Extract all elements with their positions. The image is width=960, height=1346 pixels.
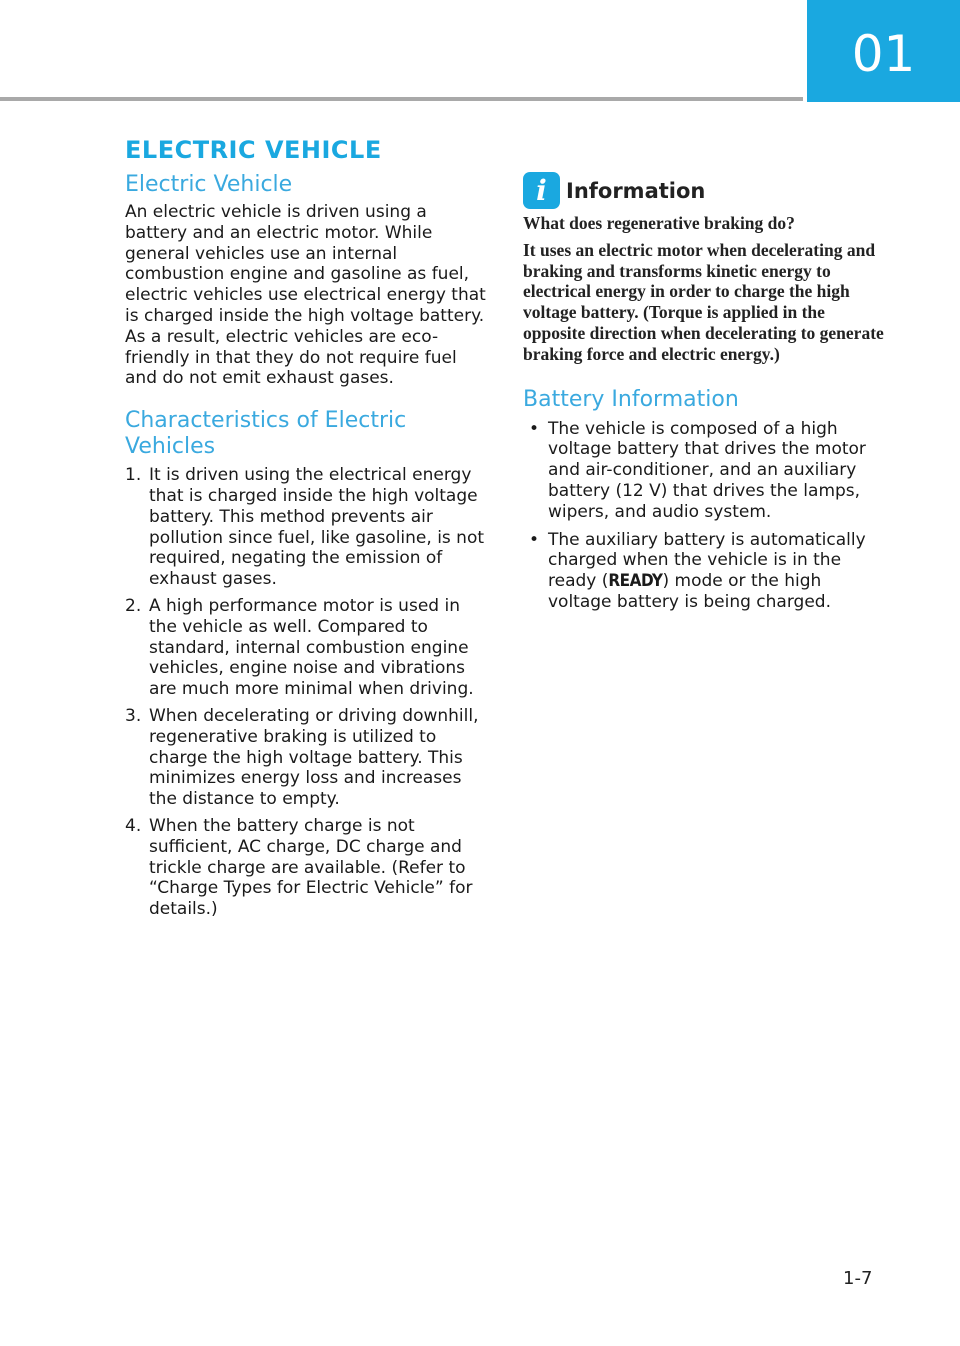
chapter-tab: 01 [807, 0, 960, 102]
list-item [523, 530, 888, 613]
battery-information-heading: Battery Information [523, 386, 739, 412]
bullet-text-post: ) mode or the high voltage battery is being charged. [548, 571, 831, 612]
item-number: 2. [125, 595, 142, 616]
list-item [523, 419, 888, 523]
section-title: ELECTRIC VEHICLE [125, 136, 382, 164]
electric-vehicle-heading: Electric Vehicle [125, 172, 293, 197]
list-item [125, 465, 490, 590]
list-item [125, 596, 490, 700]
characteristics-list [125, 465, 490, 920]
item-number: 3. [125, 705, 142, 726]
left-column [125, 172, 490, 926]
item-number: 1. [125, 465, 142, 486]
information-header [523, 172, 888, 209]
list-item [125, 816, 490, 920]
electric-vehicle-body: An electric vehicle is driven using a battery and an electric motor. While general vehicles use an internal combustion engine and gasoline as fuel, electric vehicles use electrical energy that is charged inside the high voltage battery. As a result, electric vehicles are eco-friendly in that they do not require fuel and do not emit exhaust gases. [125, 202, 486, 389]
item-text: When decelerating or driving downhill, regenerative braking is utilized to charge the high voltage battery. This minimizes energy loss and increases the distance to empty. [149, 705, 479, 810]
information-title: Information [566, 178, 706, 203]
characteristics-heading: Characteristics of Electric Vehicles [125, 408, 407, 460]
bullet-text-pre: The auxiliary battery is automatically charged when the vehicle is in the ready ( [548, 529, 866, 592]
list-item [125, 706, 490, 810]
page-number: 1-7 [843, 1268, 873, 1289]
right-column [523, 172, 888, 620]
item-text: When the battery charge is not sufficient, AC charge, DC charge and trickle charge are available. (Refer to “Charge Types for Electric Vehicle” for details.) [149, 815, 473, 920]
ready-indicator-badge: READY [608, 571, 663, 592]
battery-bullet-list [523, 419, 888, 613]
item-text: A high performance motor is used in the vehicle as well. Compared to standard, internal combustion engine vehicles, engine noise and vibrations are much more minimal when driving. [149, 595, 474, 700]
information-icon: i [523, 172, 560, 209]
item-number: 4. [125, 815, 142, 836]
bullet-icon: • [529, 529, 540, 550]
information-question: What does regenerative braking do? [523, 213, 795, 233]
header-rule [0, 97, 803, 101]
information-answer: It uses an electric motor when decelerating and braking and transforms kinetic energy to electrical energy in order to charge the high voltage battery. (Torque is applied in the opposite direction when decelerating to generate braking force and electric energy.) [523, 239, 884, 364]
item-text: It is driven using the electrical energy that is charged inside the high voltage battery. This method prevents air pollution since fuel, like gasoline, is not required, negating the emission of exhaust gases. [149, 465, 485, 590]
bullet-icon: • [529, 418, 540, 439]
bullet-text: The vehicle is composed of a high voltage battery that drives the motor and air-conditioner, and an auxiliary battery (12 V) that drives the lamps, wipers, and audio system. [548, 418, 866, 522]
